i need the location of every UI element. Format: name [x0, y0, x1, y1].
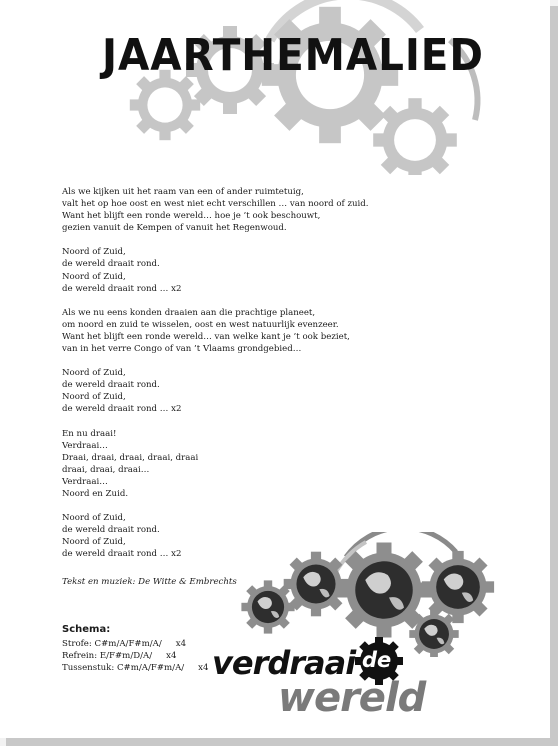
- chord-schema: [62, 624, 209, 674]
- lyric-line: de wereld draait rond.: [62, 259, 160, 270]
- schema-row-count: x4: [166, 651, 177, 661]
- logo-word-wereld: wereld: [278, 675, 426, 721]
- schema-title: Schema:: [62, 624, 111, 635]
- lyric-line: de wereld draait rond … x2: [62, 549, 182, 560]
- globe-gear-icon: [337, 543, 432, 638]
- schema-row: [62, 650, 209, 662]
- schema-row-count: x4: [198, 663, 209, 673]
- lyric-line: van in het verre Congo of van ’t Vlaams grondgebied…: [62, 344, 302, 355]
- schema-row-label: Refrein: E/F#m/D/A/: [62, 651, 153, 661]
- lyric-line: Noord of Zuid,: [62, 368, 126, 379]
- stanza-1: [62, 186, 392, 234]
- page-shadow-right: [550, 6, 558, 746]
- lyric-line: Verdraai…: [62, 476, 108, 487]
- lyric-line: Noord of Zuid,: [62, 392, 126, 403]
- schema-row-label: Tussenstuk: C#m/A/F#m/A/: [62, 663, 185, 673]
- lyric-line: Als we kijken uit het raam van een of ander ruimtetuig,: [62, 187, 304, 197]
- chorus-2: [62, 367, 392, 415]
- lyric-line: En nu draai!: [62, 428, 117, 439]
- lyric-line: Want het blijft een ronde wereld… van welke kant je ’t ook beziet,: [62, 331, 350, 342]
- page-title: JAARTHEMALIED: [102, 30, 484, 81]
- schema-row: [62, 638, 209, 650]
- bridge: [62, 428, 392, 501]
- stanza-2: [62, 307, 392, 355]
- lyric-line: de wereld draait rond.: [62, 525, 160, 536]
- lyric-line: Noord of Zuid,: [62, 247, 126, 258]
- lyric-line: Noord of Zuid,: [62, 513, 126, 524]
- lyric-line: Draai, draai, draai, draai, draai: [62, 452, 199, 463]
- schema-row-label: Strofe: C#m/A/F#m/A/: [62, 639, 162, 649]
- lyric-line: Want het blijft een ronde wereld… hoe je ’t ook beschouwt,: [62, 211, 321, 222]
- lyric-line: Noord of Zuid,: [62, 271, 126, 282]
- schema-row-count: x4: [175, 639, 187, 649]
- gear-icon: [373, 98, 457, 175]
- lyric-line: Verdraai…: [62, 440, 108, 451]
- schema-row: [62, 662, 209, 674]
- lyric-line: Noord en Zuid.: [62, 488, 129, 499]
- lyric-line: draai, draai, draai…: [62, 464, 150, 475]
- page-shadow-bottom: [6, 738, 558, 746]
- lyric-line: Als we nu eens konden draaien aan die prachtige planeet,: [62, 307, 316, 318]
- logo-word-verdraai: verdraai: [212, 644, 356, 682]
- lyric-line: de wereld draait rond … x2: [62, 404, 182, 415]
- credits: Tekst en muziek: De Witte & Embrechts: [62, 577, 237, 587]
- logo-word-de: de: [362, 648, 392, 672]
- lyrics: [62, 186, 392, 572]
- gears-decoration-top: [120, 0, 500, 175]
- lyric-line: valt het op hoe oost en west niet echt verschillen … van noord of zuid.: [62, 199, 369, 210]
- lyric-line: gezien vanuit de Kempen of vanuit het Regenwoud.: [62, 223, 287, 234]
- lyric-line: de wereld draait rond … x2: [62, 283, 182, 294]
- lyric-line: Noord of Zuid,: [62, 537, 126, 548]
- chorus-1: [62, 246, 392, 294]
- globe-gear-icon: [409, 609, 458, 657]
- lyric-line: de wereld draait rond.: [62, 380, 160, 391]
- lyric-line: om noord en zuid te wisselen, oost en west natuurlijk evenzeer.: [62, 319, 339, 330]
